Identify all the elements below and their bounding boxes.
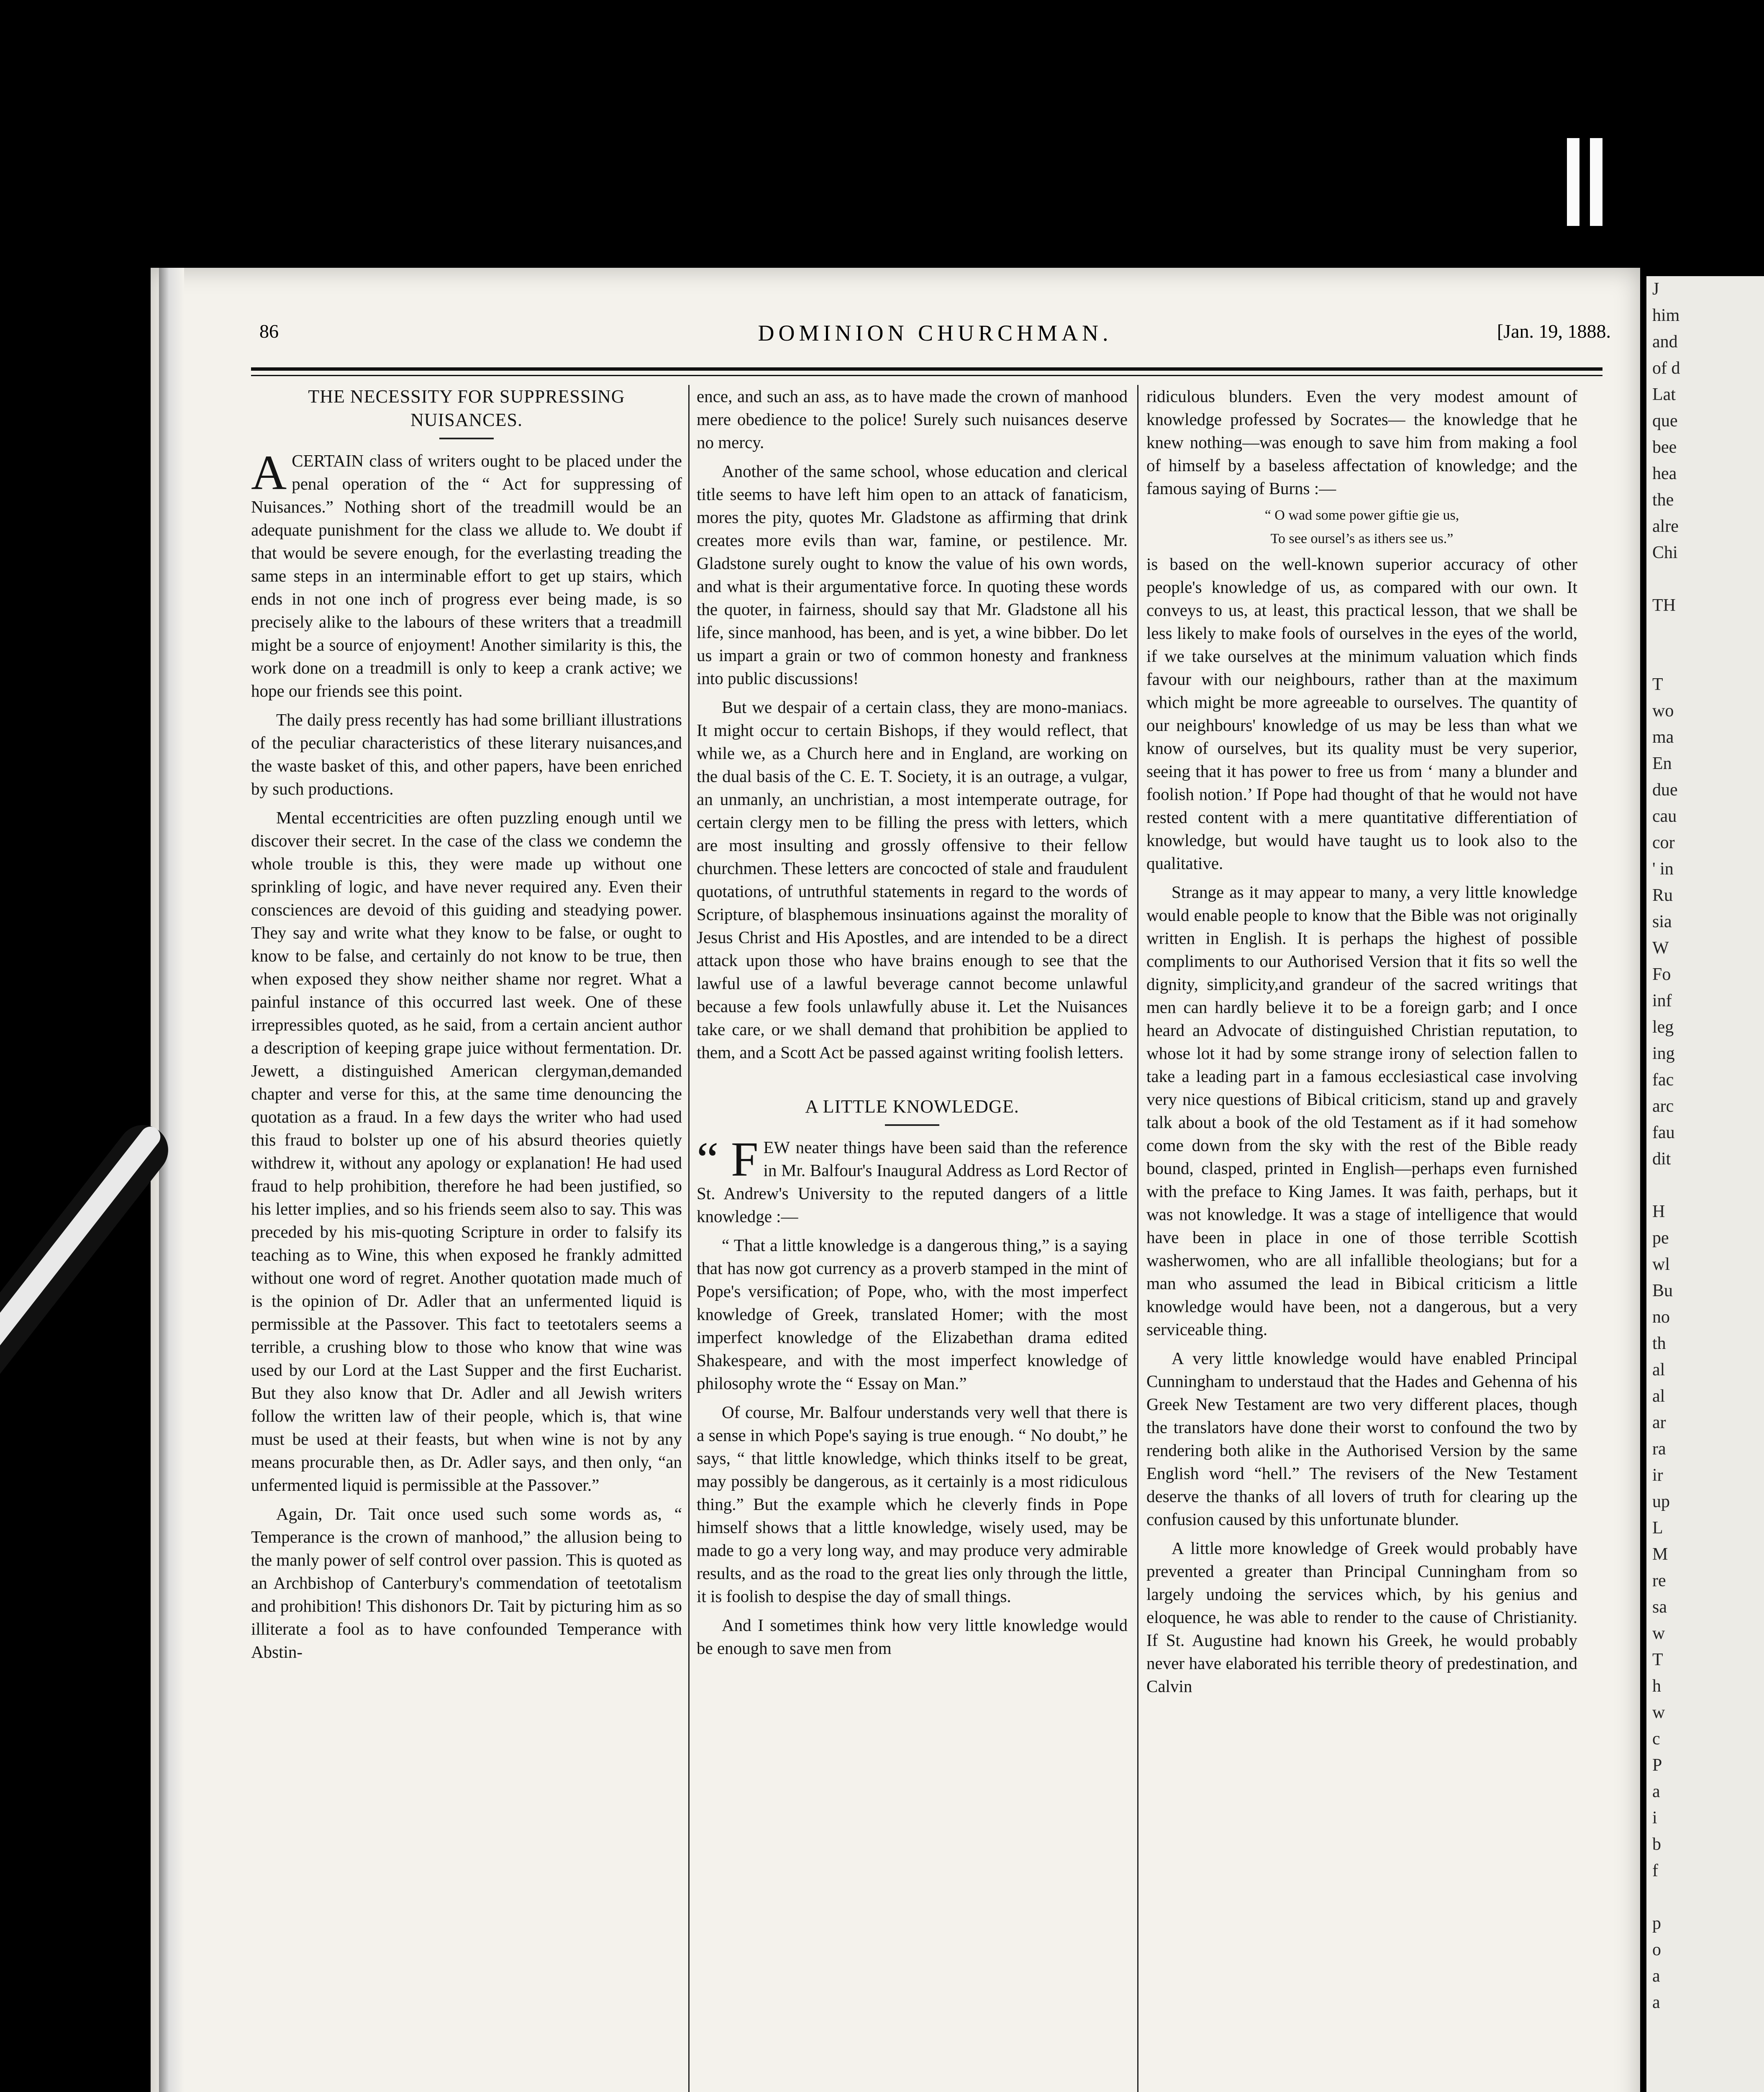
fragment-line: c: [1652, 1729, 1660, 1748]
fragment-line: Ru: [1652, 886, 1673, 905]
fragment-line: due: [1652, 780, 1678, 800]
fragment-line: T: [1652, 675, 1663, 694]
fragment-line: W: [1652, 938, 1669, 958]
article-headline: A LITTLE KNOWLEDGE.: [805, 1096, 1019, 1117]
fragment-line: leg: [1652, 1018, 1674, 1037]
fragment-line: no: [1652, 1308, 1670, 1327]
article-headline: THE NECESSITY FOR SUPPRESSING NUISANCES.: [308, 386, 625, 430]
fragment-line: Bu: [1652, 1281, 1673, 1300]
article-paragraph: ence, and such an ass, as to have made the crown of manhood mere obedience to the police! Surely such nuisances deserve no mercy.: [697, 387, 1128, 452]
issue-date: [Jan. 19, 1888.: [1497, 320, 1611, 342]
headline-rule: [439, 438, 494, 439]
fragment-line: f: [1652, 1861, 1658, 1880]
fragment-line: a: [1652, 1993, 1660, 2012]
fragment-line: ma: [1652, 728, 1674, 747]
fragment-line: b: [1652, 1835, 1661, 1854]
page-header: [259, 320, 1611, 354]
fragment-line: the: [1652, 490, 1674, 510]
fragment-line: cau: [1652, 807, 1677, 826]
fragment-line: fau: [1652, 1123, 1675, 1142]
poem-line: To see oursel’s as ithers see us.”: [1270, 531, 1454, 546]
article-paragraph: Of course, Mr. Balfour understands very well that there is a sense in which Pope's saying is true enough. “ No doubt,” he says, “ that little knowledge, which thinks itself to be great, may possibly be dangerous, as it certainly is a most ridiculous thing.” But the example which he cleverly finds in Pope himself shows that a little knowledge, wisely used, may be made to go a very long way, and may produce very admirable results, and as the road to the great lies only through the little, it is foolish to despise the day of small things.: [697, 1402, 1128, 1606]
fragment-line: p: [1652, 1914, 1661, 1933]
drop-cap: A: [251, 445, 287, 500]
article-paragraph: “ F EW neater things have been said than the reference in Mr. Balfour's Inaugural Address as Lord Rector of St. Andrew's University to the reputed dangers of a little knowledge :—: [697, 1132, 1128, 1226]
film-marker: [1590, 138, 1602, 226]
fragment-line: ar: [1652, 1413, 1666, 1432]
poem-line: “ O wad some power giftie gie us,: [1264, 508, 1459, 523]
fragment-line: Chi: [1652, 543, 1678, 562]
fragment-line: pe: [1652, 1228, 1669, 1248]
fragment-line: que: [1652, 411, 1678, 431]
fragment-line: w: [1652, 1624, 1665, 1643]
fragment-line: M: [1652, 1545, 1668, 1564]
fragment-line: ' in: [1652, 859, 1674, 879]
fragment-line: and: [1652, 332, 1678, 351]
article-paragraph: is based on the well-known superior accuracy of other people's knowledge of us, as compared with our own. It conveys to us, at least, this practical lesson, that we shall be less likely to make fools of ourselves in the eyes of the world, if we take ourselves at the minimum valuation which finds favour with our neighbours, rather than at the maximum which might be more agreeable to ourselves. The quantity of our neighbours' knowledge of us may be less than what we know of ourselves, but its quality must be very superior, seeing that it has power to free us from ‘ many a blunder and foolish notion.’ If Pope had thought of that he would not have rested content with a mere quantitative differentiation of knowledge, but would have taught us to look also to the qualitative.: [1146, 554, 1577, 873]
fragment-line: wo: [1652, 701, 1674, 720]
fragment-line: P: [1652, 1756, 1662, 1775]
fragment-line: [1646, 645, 1764, 672]
fragment-line: [1646, 1884, 1764, 1910]
column-3: [1146, 385, 1577, 2092]
page-number: 86: [259, 320, 279, 342]
fragment-line: w: [1652, 1703, 1665, 1722]
fragment-line: arc: [1652, 1097, 1674, 1116]
article-paragraph: A little more knowledge of Greek would probably have prevented a greater than Principal Cunningham from so largely undoing the services which, by his genius and eloquence, he was able to render to the cause of Christianity. If St. Augustine had known his Greek, he would probably never have elaborated his terrible theory of predestination, and Calvin: [1146, 1538, 1577, 1696]
article-paragraph: ridiculous blunders. Even the very modest amount of knowledge professed by Socrates— the knowledge that he knew nothing—was enough to save him from making a fool of himself by a baseless affectation of knowledge; and the famous saying of Burns :—: [1146, 387, 1577, 498]
drop-cap: “ F: [697, 1132, 759, 1187]
fragment-line: al: [1652, 1360, 1665, 1379]
article-paragraph: And I sometimes think how very little knowledge would be enough to save men from: [697, 1615, 1128, 1658]
fragment-line: [1646, 1172, 1764, 1199]
fragment-line: al: [1652, 1387, 1665, 1406]
fragment-line: En: [1652, 754, 1672, 773]
article-paragraph: Mental eccentricities are often puzzling enough until we discover their secret. In the case of the class we condemn the whole trouble is this, they were made up without one sprinkling of logic, and have never required any. Even their consciences are devoid of this guiding and steadying power. They say and write what they know to be false, or ought to know to be false, and certainly do not know to be true, then when exposed they show neither shame nor regret. What a painful instance of this occurred last week. One of these irrepressibles quoted, as he said, from a certain ancient author a description of keeping grape juice without fermentation. Dr. Jewett, a distinguished American clergyman,demanded chapter and verse for this, at the same time denouncing the quotation as a fraud. In a few days the writer who had used this fraud to bolster up one of his absurd theories quietly withdrew it, without any apology or explanation! He had used fraud to help prohibition, therefore he had been justified, so his letter implies, and so his friends seem also to say. This was preceded by his mis-quoting Scripture in order to falsify its teaching as to Wine, this when exposed he frankly admitted without one word of regret. Another quotation made much of is the opinion of Dr. Adler that an unfermented liquid is permissible at the Passover. This fact to teetotalers seems a terrible, a crushing blow to those who know that wine was used by our Lord at the Last Supper and the first Eucharist. But they also know that Dr. Adler and all Jewish writers follow the written law of their people, which is, that wine must be used at their feasts, but when wine is not by any means procurable then, as Dr. Adler says, and then only, “an unfermented liquid is permissible at the Passover.”: [251, 808, 682, 1495]
column-2: [697, 385, 1128, 2092]
fragment-line: H: [1652, 1202, 1665, 1221]
article-paragraph: But we despair of a certain class, they are mono-maniacs. It might occur to certain Bishops, if they would reflect, that while we, as a Church here and in England, are working on the dual basis of the C. E. T. Society, it is an outrage, a vulgar, an unmanly, an unchristian, a most intemperate outrage, for certain clergy men to be filling the press with letters, which are most insulting and grossly offensive to their fellow churchmen. These letters are concocted of stale and fraudulent quotations, of untruthful statements in regard to the words of Scripture, of blasphemous insinuations against the morality of Jesus Christ and His Apostles, and are intended to be a direct attack upon those who have brains enough to see that the lawful use of a lawful beverage cannot become unlawful because a few fools unlawfully abuse it. Let the Nuisances take care, or we shall demand that prohibition be applied to them, and a Scott Act be passed against writing foolish letters.: [697, 697, 1128, 1062]
fragment-line: alre: [1652, 517, 1679, 536]
fragment-line: him: [1652, 306, 1680, 325]
fragment-line: wl: [1652, 1255, 1670, 1274]
fragment-line: Fo: [1652, 965, 1671, 984]
fragment-line: hea: [1652, 464, 1677, 483]
fragment-line: sia: [1652, 912, 1672, 931]
article-paragraph: “ That a little knowledge is a dangerous thing,” is a saying that has now got currency as a proverb stamped in the mint of Pope's versification; of Pope, who, with the most imperfect knowledge of Greek, translated Homer; with the most imperfect knowledge of the Elizabethan drama edited Shakespeare, and with the most imperfect knowledge of philosophy wrote the “ Essay on Man.”: [697, 1236, 1128, 1393]
fragment-line: [1646, 619, 1764, 645]
fragment-line: bee: [1652, 438, 1677, 457]
column-1: [251, 385, 682, 2092]
article-paragraph: A very little knowledge would have enabled Principal Cunningham to understaud that the Hades and Gehenna of his Greek New Testament are two very different places, though the translators have done their worst to confound the two by rendering both alike in the Authorised Version by the same English word “hell.” The revisers of the New Testament deserve the thanks of all lovers of truth for clearing up the confusion caused by this unfortunate blunder.: [1146, 1349, 1577, 1529]
article-paragraph: Again, Dr. Tait once used such some words as, “ Temperance is the crown of manhood,” the allusion being to the manly power of self control over passion. This is quoted as an Archbishop of Canterbury's commendation of teetotalism and prohibition! This dishonors Dr. Tait by picturing him as so illiterate a fool as to have confounded Temperance with Abstin-: [251, 1504, 682, 1661]
fragment-line: of d: [1652, 359, 1680, 378]
fragment-line: dit: [1652, 1149, 1671, 1169]
fragment-line: h: [1652, 1677, 1661, 1696]
fragment-line: th: [1652, 1334, 1666, 1353]
adjacent-page-fragment: [1646, 276, 1764, 2092]
fragment-line: a: [1652, 1966, 1660, 1986]
fragment-line: up: [1652, 1492, 1670, 1511]
fragment-line: T: [1652, 1650, 1663, 1669]
fragment-line: [1646, 566, 1764, 592]
column-divider: [1137, 385, 1138, 2092]
column-divider: [688, 385, 690, 2092]
article-paragraph: Strange as it may appear to many, a very little knowledge would enable people to know that the Bible was not originally written in English. It is perhaps the highest of possible compliments to our Authorised Version that it fits so well the dignity, simplicity,and grandeur of the sacred writings that men can hardly believe it to be a foreign garb; and I once heard an Advocate of distinguished Christian reputation, to whose lot it had by some strange irony of selection fallen to take a leading part in a famous ecclesiastical case involving very nice questions of Bibical criticism, stand up and gravely talk about a book of the old Testament as if it had somehow come down from the sky with the rest of the Bible ready bound, clasped, printed in English—perhaps even furnished with the preface to King James. It was faith, perhaps, but it was not knowledge. It was a stage of intelligence that would have been in place in one of those terrible Scottish washerwomen, who are all infallible theologians; but for a man who assumed the lead in Bibical criticism a little knowledge would have been, not a dangerous, but a very serviceable thing.: [1146, 882, 1577, 1339]
header-rule: [251, 367, 1602, 376]
fragment-line: J: [1652, 279, 1659, 299]
fragment-line: cor: [1652, 833, 1675, 852]
fragment-line: ra: [1652, 1439, 1666, 1459]
fragment-line: re: [1652, 1571, 1666, 1590]
publication-title: DOMINION CHURCHMAN.: [758, 320, 1113, 346]
fragment-line: Lat: [1652, 385, 1676, 404]
fragment-line: ing: [1652, 1044, 1675, 1063]
headline-rule: [885, 1124, 939, 1126]
fragment-line: sa: [1652, 1597, 1667, 1617]
fragment-line: a: [1652, 1782, 1660, 1801]
article-paragraph: Another of the same school, whose education and clerical title seems to have left him open to an attack of fanaticism, mores the pity, quotes Mr. Gladstone as affirming that drink creates more evils than war, famine, or pestilence. Mr. Gladstone surely ought to know the value of his own words, and what is their argumentative force. In quoting these words the quoter, in fairness, should say that Mr. Gladstone all his life, since manhood, has been, and is yet, a wine bibber. Do let us impart a grain or two of common honesty and frankness into public discussions!: [697, 461, 1128, 688]
fragment-line: ir: [1652, 1466, 1663, 1485]
fragment-line: inf: [1652, 991, 1672, 1010]
fragment-line: fac: [1652, 1070, 1674, 1090]
fragment-line: TH: [1652, 596, 1676, 615]
article-paragraph: The daily press recently has had some brilliant illustrations of the peculiar characteristics of these literary nuisances,and the waste basket of this, and other papers, have been enriched by such productions.: [251, 710, 682, 798]
fragment-line: o: [1652, 1940, 1661, 1959]
article-paragraph: ACERTAIN class of writers ought to be placed under the penal operation of the “ Act for suppressing of Nuisances.” Nothing short of the treadmill would be an adequate punishment for the class we allude to. We doubt if that would be severe enough, for the everlasting treading the same steps in an interminable effort to get up stairs, which ends in not one inch of progress ever being made, is so precisely alike to the labours of these writers that a treadmill might be a source of enjoyment! Another similarity is this, the work done on a treadmill is only to keep a crank active; we hope our friends see this point.: [251, 445, 682, 700]
fragment-line: i: [1652, 1808, 1657, 1828]
film-marker: [1567, 138, 1579, 226]
fragment-line: L: [1652, 1518, 1663, 1538]
